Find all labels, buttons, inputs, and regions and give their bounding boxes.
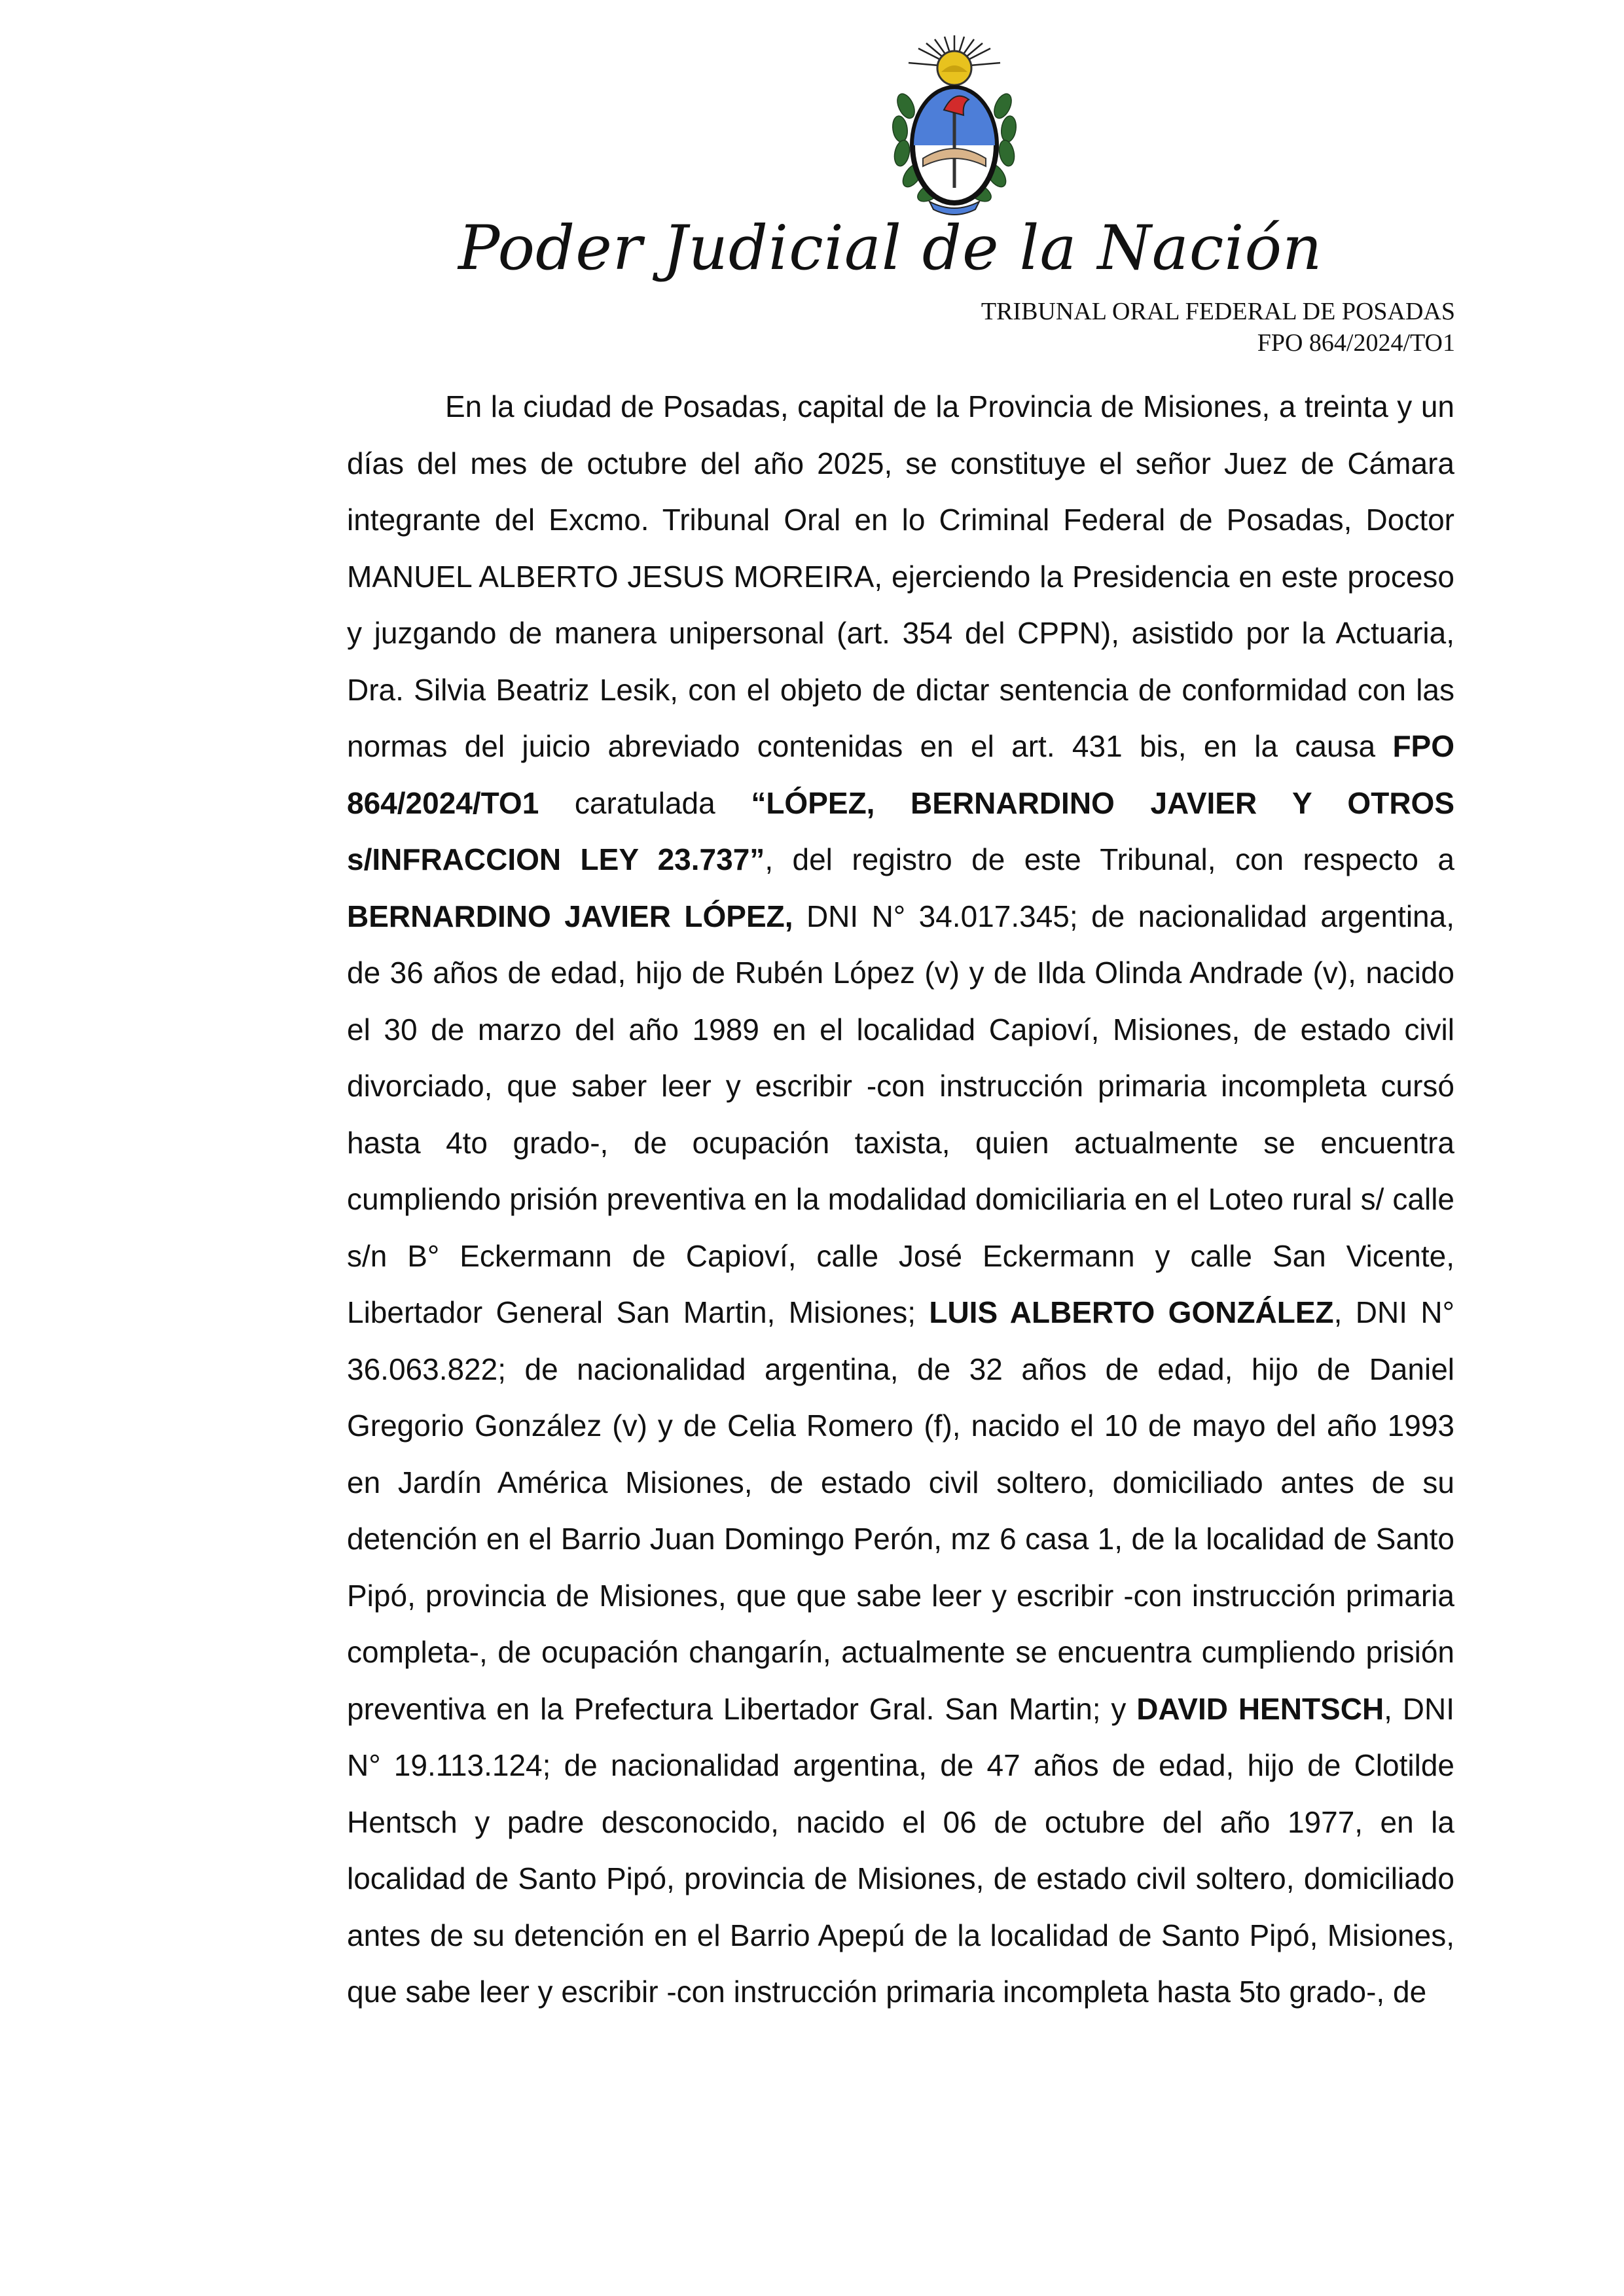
case-caption-bold: “LÓPEZ, BERNARDINO JAVIER Y OTROS s/INFRACCION LEY 23.737” <box>347 785 1454 876</box>
body-paragraph <box>347 378 1454 2020</box>
body-text: DNI N° 34.017.345; de nacionalidad argentina, de 36 años de edad, hijo de Rubén López (v) y de Ilda Olinda Andrade (v), nacido el 30 de marzo del año 1989 en el localidad Capioví, Misiones, de estado civil divorciado, que saber leer y escribir -con instrucción primaria incompleta cursó hasta 4to grado-, de ocupación taxista, quien actualmente se encuentra cumpliendo prisión preventiva en la modalidad domiciliaria en el Loteo rural s/ calle s/n B° Eckermann de Capioví, calle José Eckermann y calle San Vicente, Libertador General San Martin, Misiones; <box>347 899 1455 1329</box>
defendant-name-bold: BERNARDINO JAVIER LÓPEZ, <box>347 899 793 933</box>
defendant-name-bold: LUIS ALBERTO GONZÁLEZ <box>929 1295 1334 1329</box>
body-text: caratulada <box>539 785 751 820</box>
defendant-name-bold: DAVID HENTSCH <box>1136 1691 1384 1726</box>
page-title: Poder Judicial de la Nación <box>458 213 1323 284</box>
document-body <box>347 378 1454 2020</box>
body-text: , DNI N° 19.113.124; de nacionalidad argentina, de 47 años de edad, hijo de Clotilde Hentsch y padre desconocido, nacido el 06 de octubre del año 1977, en la localidad de Santo Pipó, provincia de Misiones, de estado civil soltero, domiciliado antes de su detención en el Barrio Apepú de la localidad de Santo Pipó, Misiones, que sabe leer y escribir -con instrucción primaria incompleta hasta 5to grado-, de <box>347 1691 1455 2009</box>
body-text: , del registro de este Tribunal, con respecto a <box>765 842 1454 876</box>
case-number: FPO 864/2024/TO1 <box>1257 329 1455 357</box>
national-coat-of-arms-icon <box>889 34 1020 219</box>
case-number-bold: FPO 864/2024/TO1 <box>347 729 1454 820</box>
body-text: , DNI N° 36.063.822; de nacionalidad argentina, de 32 años de edad, hijo de Daniel Gregorio González (v) y de Celia Romero (f), nacido el 10 de mayo del año 1993 en Jardín América Misiones, de estado civil soltero, domiciliado antes de su detención en el Barrio Juan Domingo Perón, mz 6 casa 1, de la localidad de Santo Pipó, provincia de Misiones, que que sabe leer y escribir -con instrucción primaria completa-, de ocupación changarín, actualmente se encuentra cumpliendo prisión preventiva en la Prefectura Libertador Gral. San Martin; y <box>347 1295 1454 1726</box>
body-text: En la ciudad de Posadas, capital de la Provincia de Misiones, a treinta y un días del mes de octubre del año 2025, se constituye el señor Juez de Cámara integrante del Excmo. Tribunal Oral en lo Criminal Federal de Posadas, Doctor MANUEL ALBERTO JESUS MOREIRA, ejerciendo la Presidencia en este proceso y juzgando de manera unipersonal (art. 354 del CPPN), asistido por la Actuaria, Dra. Silvia Beatriz Lesik, con el objeto de dictar sentencia de conformidad con las normas del juicio abreviado contenidas en el art. 431 bis, en la causa <box>347 389 1454 763</box>
tribunal-name: TRIBUNAL ORAL FEDERAL DE POSADAS <box>981 298 1455 325</box>
